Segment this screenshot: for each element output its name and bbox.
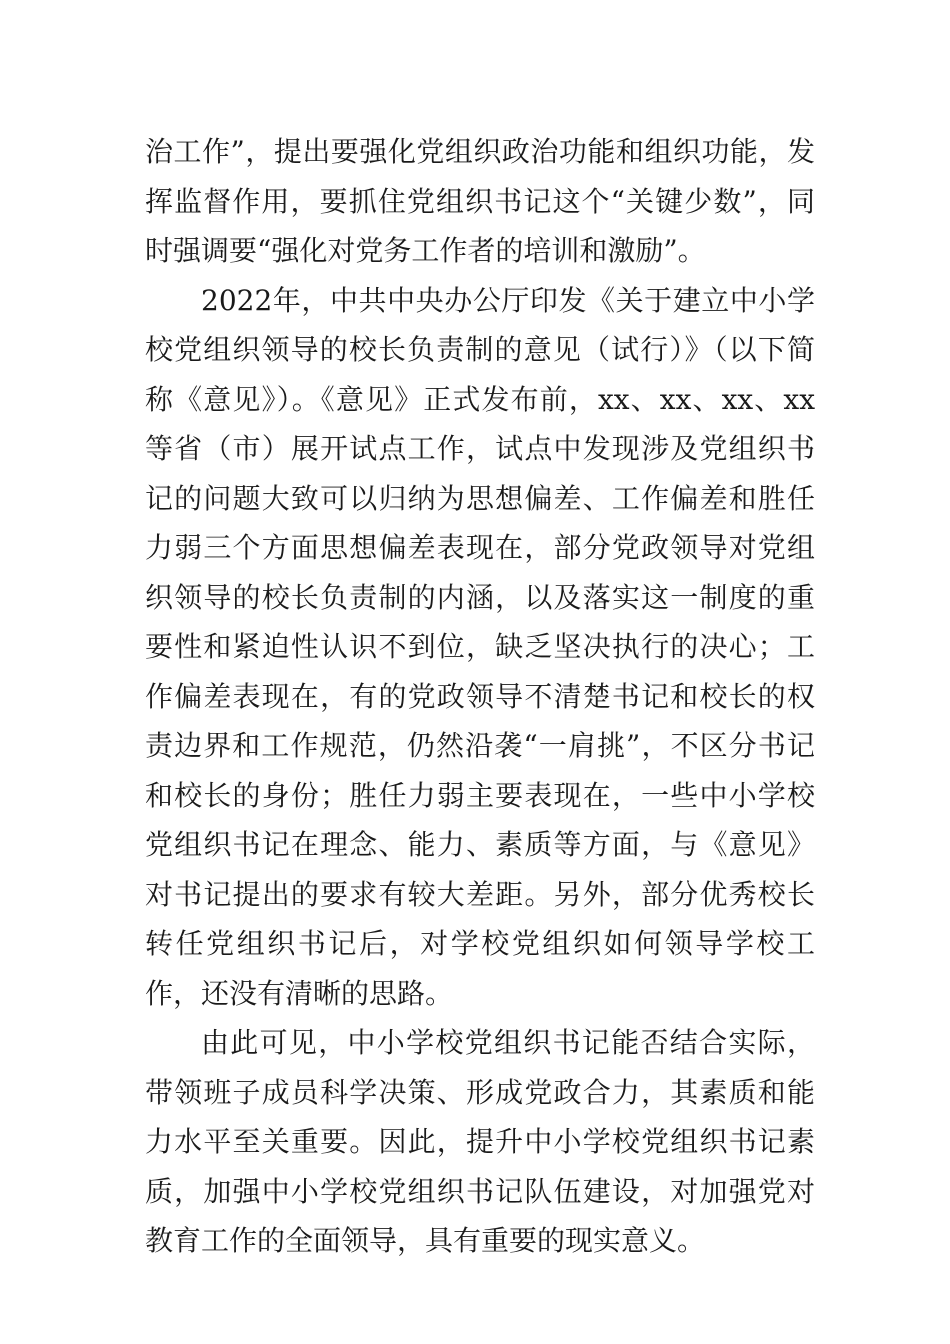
paragraph-conclusion: 由此可见，中小学校党组织书记能否结合实际，带领班子成员科学决策、形成党政合力，其素质和能力水平至关重要。因此，提升中小学校党组织书记素质，加强中小学校党组织书记队伍建设，对加强党对教育工作的全面领导，具有重要的现实意义。: [145, 1026, 815, 1257]
paragraph-2022-opinion: 2022年，中共中央办公厅印发《关于建立中小学校党组织领导的校长负责制的意见（试行）》（以下简称《意见》）。《意见》正式发布前，xx、xx、xx、xx等省（市）展开试点工作，试点中发现涉及党组织书记的问题大致可以归纳为思想偏差、工作偏差和胜任力弱三个方面思想偏差表现在，部分党政领导对党组织领导的校长负责制的内涵，以及落实这一制度的重要性和紧迫性认识不到位，缺乏坚决执行的决心；工作偏差表现在，有的党政领导不清楚书记和校长的权责边界和工作规范，仍然沿袭“一肩挑”，不区分书记和校长的身份；胜任力弱主要表现在，一些中小学校党组织书记在理念、能力、素质等方面，与《意见》对书记提出的要求有较大差距。另外，部分优秀校长转任党组织书记后，对学校党组织如何领导学校工作，还没有清晰的思路。: [145, 283, 815, 1010]
document-body: [145, 127, 815, 1266]
paragraph-continuation: 治工作”，提出要强化党组织政治功能和组织功能，发挥监督作用，要抓住党组织书记这个“关键少数”，同时强调要“强化对党务工作者的培训和激励”。: [145, 135, 815, 267]
